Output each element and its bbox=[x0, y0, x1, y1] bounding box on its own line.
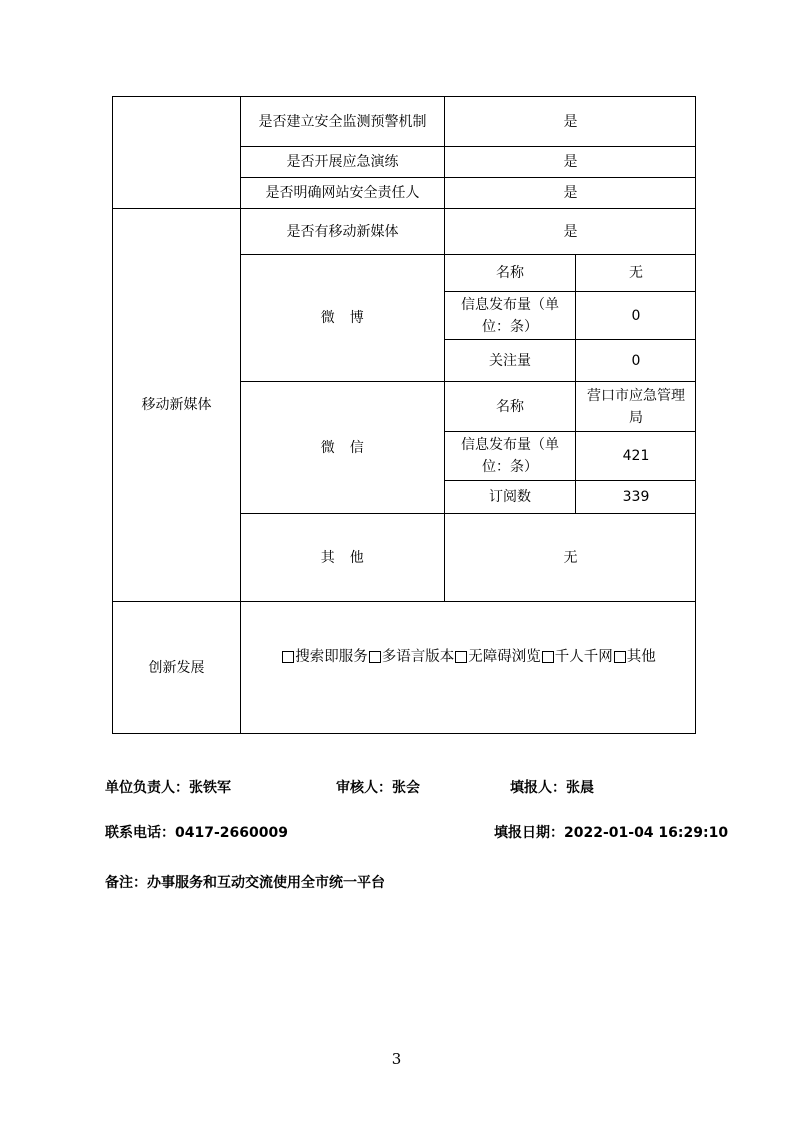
option-search-service: 搜索即服务 bbox=[295, 649, 368, 665]
wechat-posts-value: 421 bbox=[622, 448, 650, 464]
weibo-name-value: 无 bbox=[629, 265, 643, 281]
wechat-name-label: 名称 bbox=[496, 398, 524, 415]
option-multilingual: 多语言版本 bbox=[381, 649, 455, 665]
weibo-followers-value: 0 bbox=[631, 352, 641, 369]
phone: 联系电话：0417-2660009 bbox=[105, 825, 288, 841]
innovation-options bbox=[241, 602, 696, 712]
wechat-label: 微 信 bbox=[320, 439, 365, 456]
wechat-subscribers-value: 339 bbox=[622, 489, 650, 505]
weibo-posts-label: 信息发布量（单位：条） bbox=[461, 296, 559, 335]
checkbox-search-service[interactable] bbox=[282, 651, 294, 663]
drill-value: 是 bbox=[563, 154, 578, 170]
option-accessibility: 无障碍浏览 bbox=[468, 649, 541, 665]
option-other: 其他 bbox=[626, 649, 656, 665]
monitoring-label: 是否建立安全监测预警机制 bbox=[258, 113, 427, 130]
weibo-name-label: 名称 bbox=[496, 265, 524, 281]
media-section-label: 移动新媒体 bbox=[141, 397, 212, 413]
checkbox-multilingual[interactable] bbox=[369, 651, 381, 663]
responsible-label: 是否明确网站安全责任人 bbox=[265, 185, 420, 201]
page-number: 3 bbox=[391, 1050, 402, 1068]
weibo-followers-label: 关注量 bbox=[489, 352, 531, 369]
weibo-posts-value: 0 bbox=[631, 307, 641, 324]
remark: 备注：办事服务和互动交流使用全市统一平台 bbox=[105, 875, 385, 891]
unit-head: 单位负责人：张铁军 bbox=[105, 780, 231, 796]
innovation-section-label: 创新发展 bbox=[148, 660, 205, 676]
reviewer: 审核人：张会 bbox=[336, 780, 420, 796]
other-label: 其 他 bbox=[320, 549, 365, 566]
checkbox-personalized[interactable] bbox=[542, 651, 554, 663]
drill-label: 是否开展应急演练 bbox=[286, 154, 399, 170]
wechat-subscribers-label: 订阅数 bbox=[489, 489, 531, 505]
monitoring-value: 是 bbox=[563, 113, 578, 130]
has-media-value: 是 bbox=[563, 223, 578, 240]
weibo-label: 微 博 bbox=[320, 310, 365, 326]
option-personalized: 千人千网 bbox=[554, 649, 613, 665]
other-value: 无 bbox=[563, 549, 578, 566]
responsible-value: 是 bbox=[563, 185, 578, 201]
wechat-name-value: 营口市应急管理局 bbox=[587, 387, 685, 426]
fill-date: 填报日期：2022-01-04 16:29:10 bbox=[494, 825, 729, 841]
checkbox-other[interactable] bbox=[614, 651, 626, 663]
wechat-posts-label: 信息发布量（单位：条） bbox=[461, 437, 559, 475]
has-media-label: 是否有移动新媒体 bbox=[286, 223, 399, 240]
report-table bbox=[112, 96, 696, 734]
checkbox-accessibility[interactable] bbox=[455, 651, 467, 663]
filler: 填报人：张晨 bbox=[510, 780, 594, 796]
